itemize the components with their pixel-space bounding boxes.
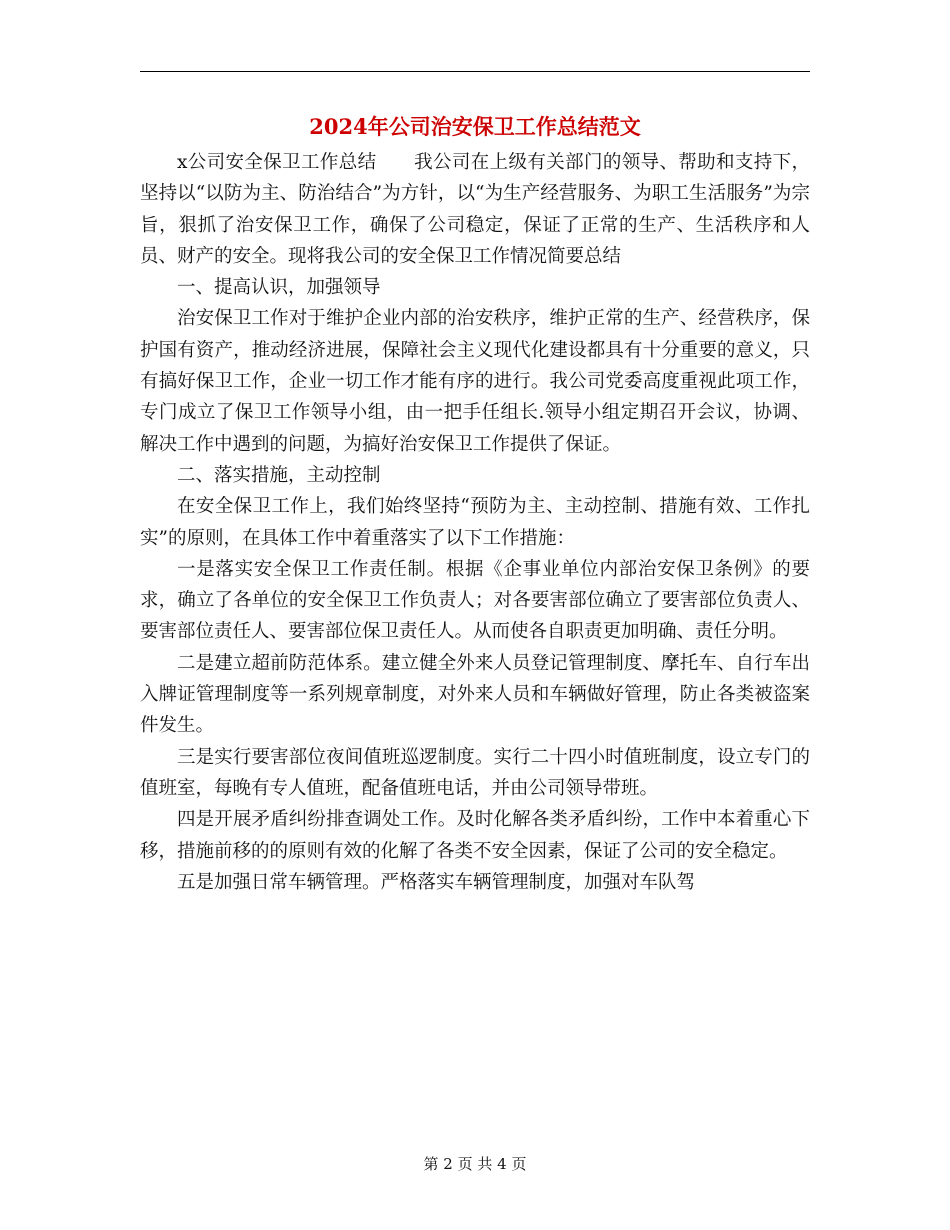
paragraph-section-2: 在安全保卫工作上，我们始终坚持“预防为主、主动控制、措施有效、工作扎实”的原则，在具体工作中着重落实了以下工作措施： [140,496,810,549]
paragraph-measure-1: 一是落实安全保卫工作责任制。根据《企事业单位内部治安保卫条例》的要求，确立了各单位的安全保卫工作负责人；对各要害部位确立了要害部位负责人、要害部位责任人、要害部位保卫责任人。从而使各自职责更加明确、责任分明。 [140,558,810,643]
paragraph-measure-4: 四是开展矛盾纠纷排查调处工作。及时化解各类矛盾纠纷，工作中本着重心下移，措施前移的的原则有效的化解了各类不安全因素，保证了公司的安全稳定。 [140,809,810,862]
paragraph-section-1: 治安保卫工作对于维护企业内部的治安秩序，维护正常的生产、经营秩序，保护国有资产，推动经济进展，保障社会主义现代化建设都具有十分重要的意义，只有搞好保卫工作，企业一切工作才能有序的进行。我公司党委高度重视此项工作，专门成立了保卫工作领导小组，由一把手任组长.领导小组定期召开会议，协调、解决工作中遇到的问题，为搞好治安保卫工作提供了保证。 [140,308,810,455]
document-title: 2024年公司治安保卫工作总结范文 [309,114,641,139]
header-rule [140,71,810,72]
page-number-footer: 第 2 页 共 4 页 [423,1155,527,1173]
paragraph-measure-3: 三是实行要害部位夜间值班巡逻制度。实行二十四小时值班制度，设立专门的值班室，每晚有专人值班，配备值班电话，并由公司领导带班。 [140,746,810,799]
section-heading-1: 一、提高认识，加强领导 [177,277,381,299]
document-body [140,147,810,898]
paragraph-intro: x公司安全保卫工作总结 我公司在上级有关部门的领导、帮助和支持下，坚持以“以防为主、防治结合”为方针，以“为生产经营服务、为职工生活服务”为宗旨，狠抓了治安保卫工作，确保了公司稳定，保证了正常的生产、生活秩序和人员、财产的安全。现将我公司的安全保卫工作情况简要总结 [140,152,810,267]
paragraph-measure-2: 二是建立超前防范体系。建立健全外来人员登记管理制度、摩托车、自行车出入牌证管理制度等一系列规章制度，对外来人员和车辆做好管理，防止各类被盗案件发生。 [140,652,810,737]
paragraph-measure-5: 五是加强日常车辆管理。严格落实车辆管理制度，加强对车队驾 [177,871,696,893]
section-heading-2: 二、落实措施，主动控制 [177,464,381,486]
